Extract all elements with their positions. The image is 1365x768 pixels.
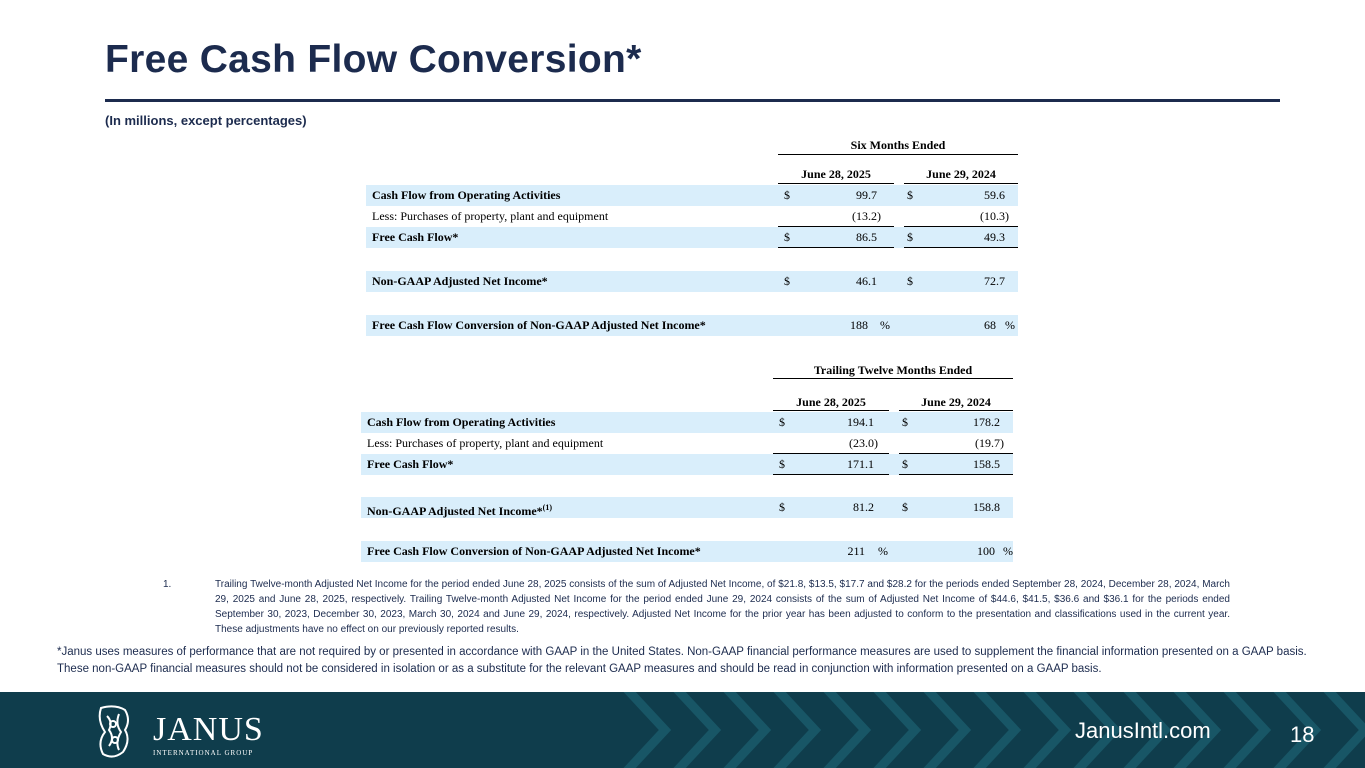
table-row <box>361 433 1013 454</box>
footnote-text: Trailing Twelve-month Adjusted Net Income for the period ended June 28, 2025 consists of the sum of Adjusted Net Income, of $21.8, $13.5, $17.7 and $28.2 for the periods ended September 28, 2024, December 28, 2024, March 29, 2025 and June 28, 2025, respectively. Trailing Twelve-month Adjusted Net Income for the period ended June 29, 2024 consists of the sum of Adjusted Net Income of $44.6, $41.5, $36.6 and $36.1 for the periods ended September 30, 2023, December 30, 2023, March 30, 2024 and June 29, 2024, respectively. Adjusted Net Income for the prior year has been adjusted to conform to the presentation and classifications used in the current year. These adjustments have no effect on our previously reported results. <box>215 579 1230 635</box>
cell-value: 99.7 <box>856 188 877 202</box>
cell-value: 158.8 <box>973 500 1000 514</box>
row-label: Free Cash Flow Conversion of Non-GAAP Adjusted Net Income* <box>372 318 706 332</box>
page-title: Free Cash Flow Conversion* <box>105 38 642 81</box>
column-underline <box>899 410 1013 411</box>
svg-text:INTERNATIONAL GROUP: INTERNATIONAL GROUP <box>153 749 254 757</box>
currency-symbol: $ <box>784 230 790 244</box>
cell-value: 72.7 <box>984 274 1005 288</box>
row-label: Non-GAAP Adjusted Net Income* <box>372 274 548 288</box>
row-label: Less: Purchases of property, plant and equipment <box>367 436 604 450</box>
cell-value: (23.0) <box>849 436 878 450</box>
currency-symbol: $ <box>902 415 908 429</box>
currency-symbol: $ <box>779 457 785 471</box>
cell-value: 211 <box>847 544 865 558</box>
website-link[interactable]: JanusIntl.com <box>1075 718 1211 743</box>
page-number: 18 <box>1290 722 1315 747</box>
table-row <box>366 227 1018 248</box>
svg-text:JANUS: JANUS <box>153 711 264 748</box>
cell-value: 46.1 <box>856 274 877 288</box>
cell-value: 188 <box>850 318 868 332</box>
table-row <box>361 541 1013 562</box>
currency-symbol: $ <box>907 274 913 288</box>
ttm-header: Trailing Twelve Months Ended <box>813 363 973 377</box>
column-underline <box>778 183 894 184</box>
column-header: June 29, 2024 <box>926 167 996 181</box>
cell-value: (10.3) <box>980 209 1009 223</box>
table-row <box>366 185 1018 206</box>
column-underline <box>773 410 889 411</box>
row-label: Cash Flow from Operating Activities <box>367 415 556 429</box>
title-divider <box>105 99 1280 102</box>
currency-symbol: $ <box>784 274 790 288</box>
cell-value: 178.2 <box>973 415 1000 429</box>
janus-emblem-icon <box>95 702 275 762</box>
table-row <box>361 412 1013 433</box>
header-underline <box>773 378 1013 379</box>
cell-value: 158.5 <box>973 457 1000 471</box>
currency-symbol: $ <box>779 415 785 429</box>
column-header: June 29, 2024 <box>921 395 991 409</box>
column-header: June 28, 2025 <box>796 395 866 409</box>
row-label: Less: Purchases of property, plant and equipment <box>372 209 609 223</box>
currency-symbol: $ <box>907 188 913 202</box>
cell-value: 81.2 <box>853 500 874 514</box>
footnote-ref: (1) <box>542 503 552 512</box>
cell-value: 68 <box>984 318 996 332</box>
table-row <box>366 315 1018 336</box>
row-label: Cash Flow from Operating Activities <box>372 188 561 202</box>
cell-value: 49.3 <box>984 230 1005 244</box>
cell-value: 100 <box>977 544 995 558</box>
janus-logo[interactable] <box>95 702 275 762</box>
row-label: Free Cash Flow* <box>372 230 459 244</box>
row-label: Free Cash Flow* <box>367 457 454 471</box>
six-months-header: Six Months Ended <box>850 138 946 152</box>
column-header: June 28, 2025 <box>801 167 871 181</box>
percent-sign: % <box>1005 318 1015 332</box>
decorative-stripes <box>605 692 1365 768</box>
cell-value: 59.6 <box>984 188 1005 202</box>
row-label: Free Cash Flow Conversion of Non-GAAP Adjusted Net Income* <box>367 544 701 558</box>
header-underline <box>778 154 1018 155</box>
cell-value: (19.7) <box>975 436 1004 450</box>
currency-symbol: $ <box>784 188 790 202</box>
currency-symbol: $ <box>779 500 785 514</box>
percent-sign: % <box>878 544 888 558</box>
table-row <box>366 271 1018 292</box>
row-label: Non-GAAP Adjusted Net Income*$^{(1)}$ <box>367 503 552 518</box>
cell-value: 194.1 <box>847 415 874 429</box>
table-row <box>361 454 1013 475</box>
non-gaap-disclaimer: *Janus uses measures of performance that are not required by or presented in accordance with GAAP in the United States. Non-GAAP financial performance measures are used to supplement the financial information presented on a GAAP basis. These non-GAAP financial measures should not be considered in isolation or as a substitute for the relevant GAAP measures and should be read in conjunction with information presented on a GAAP basis. <box>57 646 1307 675</box>
cell-value: 171.1 <box>847 457 874 471</box>
footnote-number: 1. <box>163 579 172 590</box>
page-subtitle: (In millions, except percentages) <box>105 113 307 128</box>
cell-value: (13.2) <box>852 209 881 223</box>
percent-sign: % <box>1003 544 1013 558</box>
cell-value: 86.5 <box>856 230 877 244</box>
currency-symbol: $ <box>902 457 908 471</box>
currency-symbol: $ <box>907 230 913 244</box>
currency-symbol: $ <box>902 500 908 514</box>
column-underline <box>904 183 1018 184</box>
table-row <box>361 497 1013 518</box>
table-row <box>366 206 1018 227</box>
percent-sign: % <box>880 318 890 332</box>
